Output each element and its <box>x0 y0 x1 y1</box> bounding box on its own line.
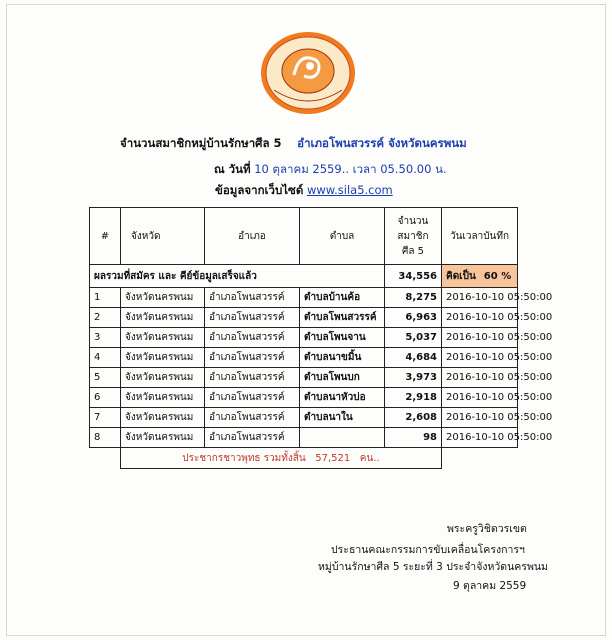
row-subdistrict: ตำบลนาใน <box>300 408 385 428</box>
row-subdistrict: ตำบลโพนสวรรค์ <box>300 308 385 328</box>
row-timestamp: 2016-10-10 05:50:00 <box>442 308 518 328</box>
summary-percent <box>442 265 518 288</box>
row-members: 8,275 <box>385 288 442 308</box>
members-header-line: ศีล 5 <box>401 245 425 257</box>
row-district: อำเภอโพนสวรรค์ <box>205 308 300 328</box>
table-row <box>90 328 518 348</box>
row-timestamp: 2016-10-10 05:50:00 <box>442 288 518 308</box>
report-time: 05.50.00 น. <box>380 162 447 176</box>
row-subdistrict: ตำบลโพนจาน <box>300 328 385 348</box>
row-district: อำเภอโพนสวรรค์ <box>205 328 300 348</box>
members-header-line: สมาชิก <box>397 230 429 242</box>
population-total-row <box>90 448 518 469</box>
row-province: จังหวัดนครพนม <box>121 428 205 448</box>
row-index: 4 <box>90 348 121 368</box>
col-timestamp-header: วันเวลาบันทึก <box>442 208 518 265</box>
row-district: อำเภอโพนสวรรค์ <box>205 388 300 408</box>
date-prefix: ณ วันที่ <box>214 162 251 176</box>
report-title: จำนวนสมาชิกหมู่บ้านรักษาศีล 5 <box>120 136 282 150</box>
signatory-project: หมู่บ้านรักษาศีล 5 ระยะที่ 3 ประจำจังหวัดนครพนม <box>318 561 548 573</box>
row-province: จังหวัดนครพนม <box>121 308 205 328</box>
summary-total: 34,556 <box>385 265 442 288</box>
row-province: จังหวัดนครพนม <box>121 368 205 388</box>
percent-value: 60 % <box>483 270 512 282</box>
population-value: 57,521 <box>315 452 351 464</box>
row-district: อำเภอโพนสวรรค์ <box>205 428 300 448</box>
report-date-line <box>214 161 447 179</box>
row-members: 2,608 <box>385 408 442 428</box>
row-members: 5,037 <box>385 328 442 348</box>
row-timestamp: 2016-10-10 05:50:00 <box>442 428 518 448</box>
table-row <box>90 288 518 308</box>
row-timestamp: 2016-10-10 05:50:00 <box>442 328 518 348</box>
source-line <box>215 182 393 200</box>
population-label: ประชากรชาวพุทธ รวมทั้งสิ้น <box>182 452 306 464</box>
row-province: จังหวัดนครพนม <box>121 408 205 428</box>
report-title-line <box>120 135 467 153</box>
col-subdistrict-header: ตำบล <box>300 208 385 265</box>
table-row <box>90 388 518 408</box>
population-total <box>121 448 442 469</box>
population-unit: คน.. <box>359 452 380 464</box>
row-members: 98 <box>385 428 442 448</box>
report-date: 10 ตุลาคม 2559.. <box>254 162 350 176</box>
members-header-line: จำนวน <box>397 215 429 227</box>
col-province-header: จังหวัด <box>121 208 205 265</box>
row-district: อำเภอโพนสวรรค์ <box>205 288 300 308</box>
row-members: 6,963 <box>385 308 442 328</box>
time-label: เวลา <box>352 162 377 176</box>
row-members: 2,918 <box>385 388 442 408</box>
row-subdistrict: ตำบลนาหัวบ่อ <box>300 388 385 408</box>
row-province: จังหวัดนครพนม <box>121 348 205 368</box>
row-index: 5 <box>90 368 121 388</box>
signature-date: 9 ตุลาคม 2559 <box>453 580 527 592</box>
row-timestamp: 2016-10-10 05:50:00 <box>442 388 518 408</box>
row-subdistrict: ตำบลบ้านค้อ <box>300 288 385 308</box>
row-index: 1 <box>90 288 121 308</box>
row-subdistrict: ตำบลนาขมิ้น <box>300 348 385 368</box>
row-province: จังหวัดนครพนม <box>121 288 205 308</box>
table-row <box>90 368 518 388</box>
row-district: อำเภอโพนสวรรค์ <box>205 368 300 388</box>
signatory-title: ประธานคณะกรรมการขับเคลื่อนโครงการฯ <box>331 544 525 556</box>
row-subdistrict <box>300 428 385 448</box>
signatory-name: พระครูวิชิตวรเขต <box>447 523 527 535</box>
table-row <box>90 348 518 368</box>
row-subdistrict: ตำบลโพนบก <box>300 368 385 388</box>
table-row <box>90 408 518 428</box>
table-row <box>90 428 518 448</box>
row-province: จังหวัดนครพนม <box>121 328 205 348</box>
summary-row <box>90 265 518 288</box>
row-index: 2 <box>90 308 121 328</box>
association-logo <box>258 30 358 116</box>
row-district: อำเภอโพนสวรรค์ <box>205 408 300 428</box>
row-index: 3 <box>90 328 121 348</box>
row-timestamp: 2016-10-10 05:50:00 <box>442 408 518 428</box>
row-timestamp: 2016-10-10 05:50:00 <box>442 348 518 368</box>
row-timestamp: 2016-10-10 05:50:00 <box>442 368 518 388</box>
summary-label: ผลรวมที่สมัคร และ คีย์ข้อมูลเสร็จแล้ว <box>90 265 385 288</box>
row-members: 3,973 <box>385 368 442 388</box>
row-members: 4,684 <box>385 348 442 368</box>
col-members-header <box>385 208 442 265</box>
percent-label: คิดเป็น <box>446 270 476 282</box>
row-index: 6 <box>90 388 121 408</box>
row-index: 8 <box>90 428 121 448</box>
report-location: อำเภอโพนสวรรค์ จังหวัดนครพนม <box>297 136 467 150</box>
col-index-header: # <box>90 208 121 265</box>
member-table <box>89 207 553 469</box>
table-row <box>90 308 518 328</box>
logo-emblem-icon <box>258 30 358 116</box>
row-province: จังหวัดนครพนม <box>121 388 205 408</box>
source-website-link[interactable]: www.sila5.com <box>306 183 393 197</box>
col-district-header: อำเภอ <box>205 208 300 265</box>
source-label: ข้อมูลจากเว็บไซด์ <box>215 183 304 197</box>
row-index: 7 <box>90 408 121 428</box>
table-header-row <box>90 208 518 265</box>
row-district: อำเภอโพนสวรรค์ <box>205 348 300 368</box>
